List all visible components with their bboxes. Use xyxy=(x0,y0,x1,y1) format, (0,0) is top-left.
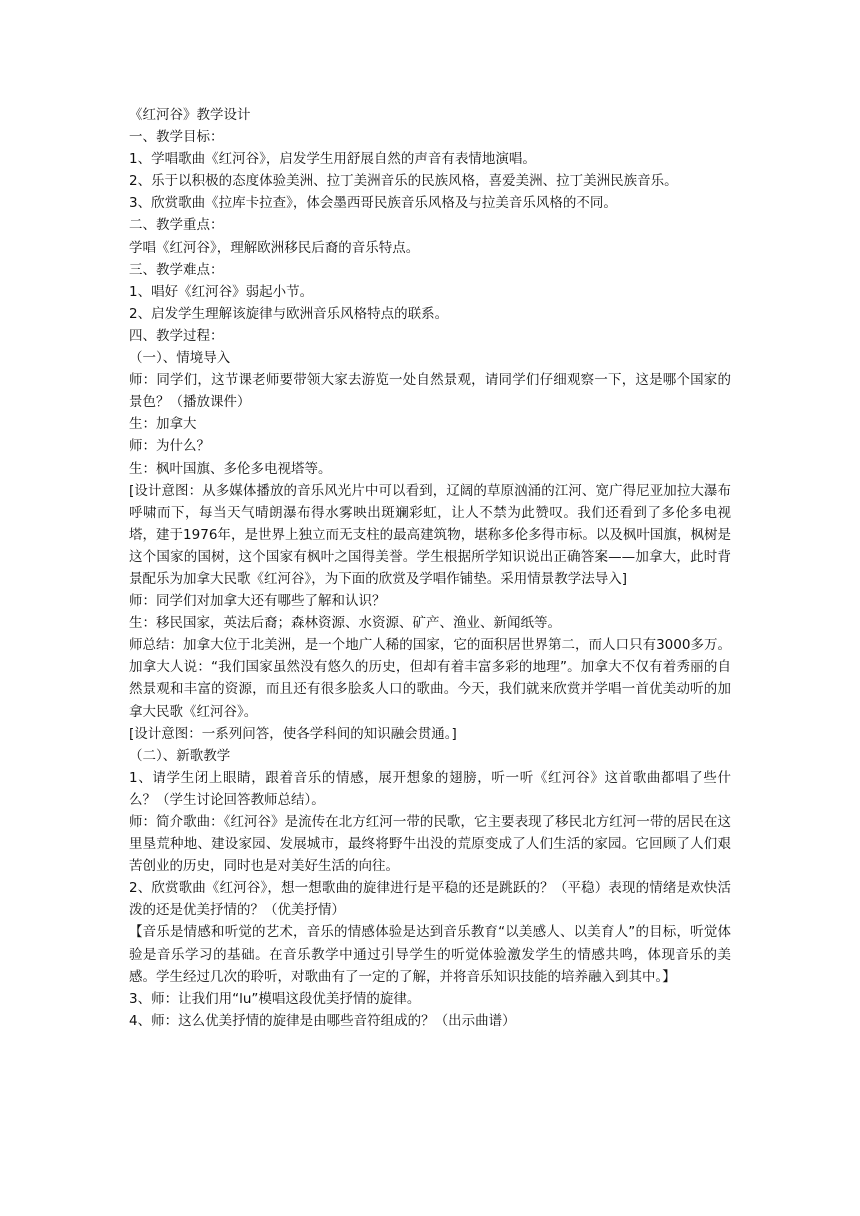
paragraph: 2、乐于以积极的态度体验美洲、拉丁美洲音乐的民族风格，喜爱美洲、拉丁美洲民族音乐。 xyxy=(129,173,678,190)
commentary-note: 【音乐是情感和听觉的艺术，音乐的情感体验是达到音乐教育“以美感人、以美育人”的目标，听觉体验是音乐学习的基础。在音乐教学中通过引导学生的听觉体验激发学生的情感共鸣，体现音乐的美感。学生经过几次的聆听，对歌曲有了一定的了解，并将音乐知识技能的培养融入到其中。】 xyxy=(129,924,731,985)
paragraph: 生：移民国家，英法后裔；森林资源、水资源、矿产、渔业、新闻纸等。 xyxy=(129,615,561,632)
paragraph: 学唱《红河谷》，理解欧洲移民后裔的音乐特点。 xyxy=(129,239,420,256)
subsection-heading: （一）、情境导入 xyxy=(129,350,231,367)
paragraph: 师：简介歌曲：《红河谷》是流传在北方红河一带的民歌，它主要表现了移民北方红河一带的居民在这里垦荒种地、建设家园、发展城市，最终将野牛出没的荒原变成了人们生活的家园。它回顾了人们艰苦创业的历史，同时也是对美好生活的向往。 xyxy=(129,814,731,875)
paragraph: 生：枫叶国旗、多伦多电视塔等。 xyxy=(129,460,332,477)
document-body xyxy=(129,104,731,1032)
design-intent-note: [设计意图：从多媒体播放的音乐风光片中可以看到，辽阔的草原汹涌的江河、宽广得尼亚加拉大瀑布呼啸而下，每当天气晴朗瀑布得水雾映出斑斓彩虹，让人不禁为此赞叹。我们还看到了多伦多电视塔，建于1976年，是世界上独立而无支柱的最高建筑物，堪称多伦多得市标。以及枫叶国旗，枫树是这个国家的国树，这个国家有枫叶之国得美誉。学生根据所学知识说出正确答案——加拿大，此时背景配乐为加拿大民歌《红河谷》，为下面的欣赏及学唱作铺垫。采用情景教学法导入] xyxy=(129,482,731,587)
section-heading-key-points: 二、教学重点： xyxy=(129,217,224,234)
paragraph: 4、师：这么优美抒情的旋律是由哪些音符组成的？（出示曲谱） xyxy=(129,1012,516,1029)
paragraph: 1、请学生闭上眼睛，跟着音乐的情感，展开想象的翅膀，听一听《红河谷》这首歌曲都唱了些什么？（学生讨论回答教师总结）。 xyxy=(129,769,731,808)
design-intent-note: [设计意图：一系列问答，使各学科间的知识融会贯通。] xyxy=(129,725,457,742)
paragraph: 师：同学们，这节课老师要带领大家去游览一处自然景观，请同学们仔细观察一下，这是哪个国家的景色？（播放课件） xyxy=(129,372,731,411)
paragraph: 师总结：加拿大位于北美洲，是一个地广人稀的国家，它的面积居世界第二，而人口只有3000多万。加拿大人说：“我们国家虽然没有悠久的历史，但却有着丰富多彩的地理”。加拿大不仅有着秀丽的自然景观和丰富的资源，而且还有很多脍炙人口的歌曲。今天，我们就来欣赏并学唱一首优美动听的加拿大民歌《红河谷》。 xyxy=(129,637,731,720)
paragraph: 3、欣赏歌曲《拉库卡拉查》，体会墨西哥民族音乐风格及与拉美音乐风格的不同。 xyxy=(129,195,617,212)
paragraph: 1、唱好《红河谷》弱起小节。 xyxy=(129,283,314,300)
paragraph: 师：为什么？ xyxy=(129,438,210,455)
paragraph: 3、师：让我们用“lu”模唱这段优美抒情的旋律。 xyxy=(129,990,421,1007)
paragraph: 2、启发学生理解该旋律与欧洲音乐风格特点的联系。 xyxy=(129,305,449,322)
paragraph: 2、欣赏歌曲《红河谷》，想一想歌曲的旋律进行是平稳的还是跳跃的？（平稳）表现的情绪是欢快活泼的还是优美抒情的？（优美抒情） xyxy=(129,880,731,919)
section-heading-process: 四、教学过程： xyxy=(129,327,224,344)
document-title: 《红河谷》教学设计 xyxy=(129,107,251,123)
paragraph: 生：加拿大 xyxy=(129,416,197,433)
section-heading-difficulties: 三、教学难点： xyxy=(129,261,224,278)
paragraph: 1、学唱歌曲《红河谷》，启发学生用舒展自然的声音有表情地演唱。 xyxy=(129,151,536,168)
section-heading-objectives: 一、教学目标： xyxy=(129,129,224,146)
paragraph: 师：同学们对加拿大还有哪些了解和认识？ xyxy=(129,593,386,610)
subsection-heading: （二）、新歌教学 xyxy=(129,747,231,764)
